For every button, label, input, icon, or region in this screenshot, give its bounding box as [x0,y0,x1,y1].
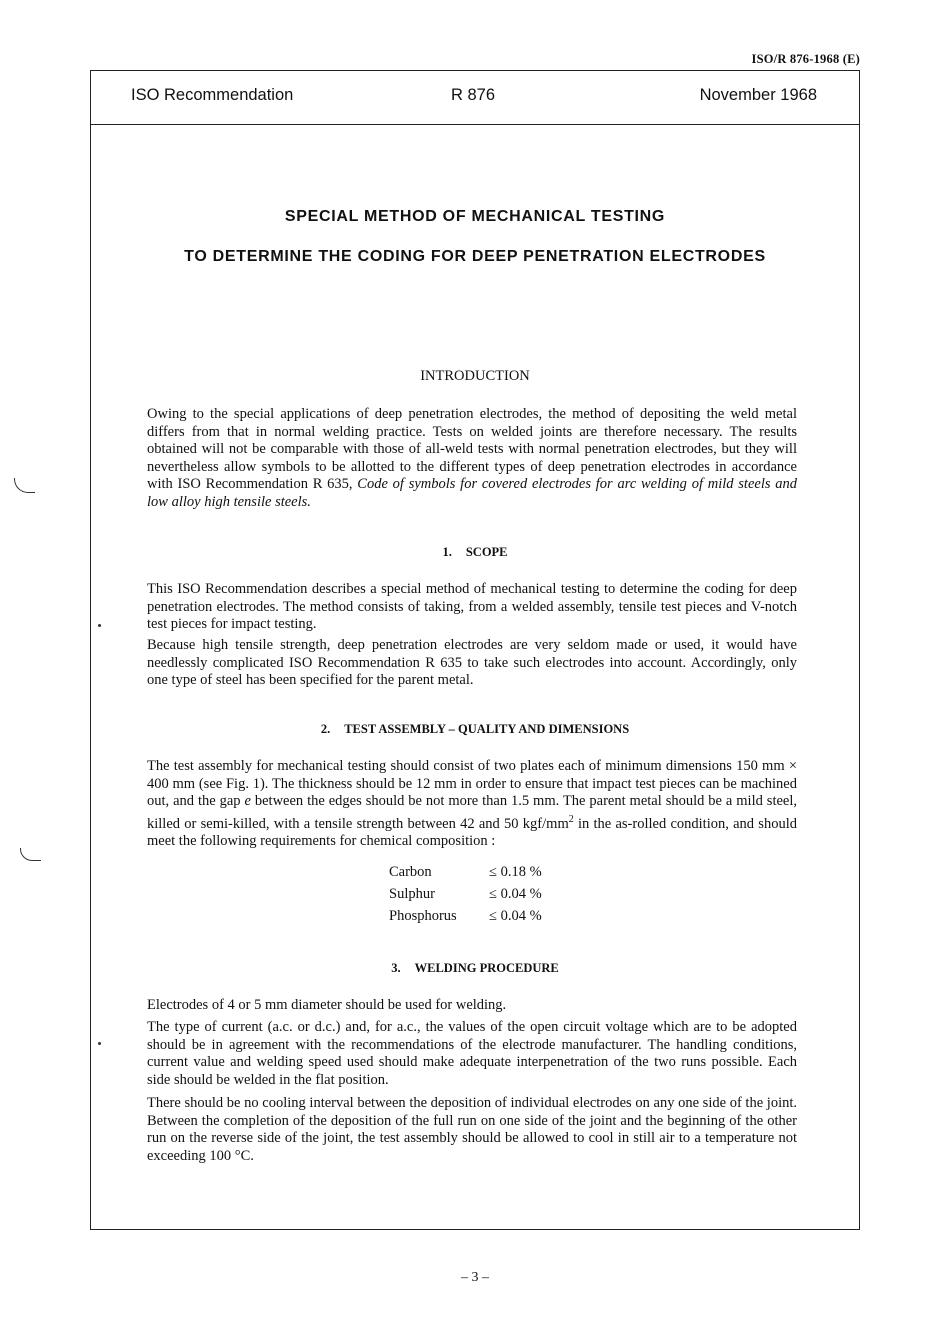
section-1-paragraph-1: This ISO Recommendation describes a special method of mechanical testing to determine the coding for deep penetration electrodes. The method consists of taking, from a welded assembly, tensile test pieces and V-notch test pieces for impact testing. [147,581,797,632]
binding-hole-mark [20,848,41,861]
header-date: November 1968 [699,86,817,104]
section-3-paragraph-1: Electrodes of 4 or 5 mm diameter should be used for welding. [147,997,507,1013]
composition-table [389,863,542,929]
section-2-paragraph: The test assembly for mechanical testing should consist of two plates each of minimum dimensions 150 mm × 400 mm (see Fig. 1). The thickness should be 12 mm in order to ensure that impact test pieces can be machined out, and the gap e between the edges should be not more than 1.5 mm. The parent metal should be a mild steel, killed or semi-killed, with a tensile strength between 42 and 50 kgf/$mm^2$ in the as-rolled condition, and should meet the following requirements for chemical composition : [147,758,797,849]
element-limit: ≤ 0.04 % [489,907,542,924]
introduction-paragraph: Owing to the special applications of deep penetration electrodes, the method of depositing the weld metal differs from that in normal welding practice. Tests on welded joints are therefore necessary. The results obtained will not be comparable with those of all-weld tests with normal penetration electrodes, but they will nevertheless allow symbols to be allotted to the different types of deep penetration electrodes in accordance with ISO Recommendation R 635, Code of symbols for covered electrodes for arc welding of mild steels and low alloy high tensile steels. [147,406,797,510]
speck [98,1042,101,1045]
section-2-heading: 2. TEST ASSEMBLY – QUALITY AND DIMENSIONS [320,722,630,736]
title-line-2: TO DETERMINE THE CODING FOR DEEP PENETRATION ELECTRODES [184,248,766,265]
element-name: Phosphorus [389,907,457,924]
standard-title: Code of symbols for covered electrodes for arc welding of mild steels and low alloy high tensile steels. [147,476,797,510]
title-line-1: SPECIAL METHOD OF MECHANICAL TESTING [284,208,666,225]
section-1-heading: 1. SCOPE [442,545,508,559]
section-3-paragraph-2: The type of current (a.c. or d.c.) and, for a.c., the values of the open circuit voltage which are to be adopted should be in agreement with the recommendations of the electrode manufacturer. The handling conditions, current value and welding speed used should make adequate interpenetration of the two runs possible. Each side should be welded in the flat position. [147,1019,797,1088]
section-1-paragraph-2: Because high tensile strength, deep penetration electrodes are very seldom made or used, it would have needlessly complicated ISO Recommendation R 635 to take such electrodes into account. Accordingly, only one type of steel has been specified for the parent metal. [147,637,797,688]
document-code: ISO/R 876-1968 (E) [751,52,860,66]
page-number: – 3 – [461,1270,489,1285]
header-bar [91,71,859,125]
element-limit: ≤ 0.04 % [489,885,542,902]
header-number: R 876 [451,86,496,104]
element-name: Sulphur [389,885,435,902]
section-3-heading: 3. WELDING PROCEDURE [391,961,559,975]
composition-row [389,863,542,885]
element-limit: ≤ 0.18 % [489,863,542,880]
element-name: Carbon [389,863,432,880]
introduction-heading: INTRODUCTION [420,368,530,384]
speck [98,624,101,627]
binding-hole-mark [14,478,35,493]
composition-row [389,885,542,907]
section-3-paragraph-3: There should be no cooling interval between the deposition of individual electrodes on any one side of the joint. Between the completion of the deposition of the full run on one side of the joint and the beginning of the other run on the reverse side of the joint, the test assembly should be allowed to cool in still air to a temperature not exceeding 100 °C. [147,1095,797,1164]
gap-symbol: e [244,793,251,809]
header-series: ISO Recommendation [131,86,294,104]
composition-row [389,907,542,929]
page-frame [90,70,860,1230]
superscript: 2 [568,813,574,825]
